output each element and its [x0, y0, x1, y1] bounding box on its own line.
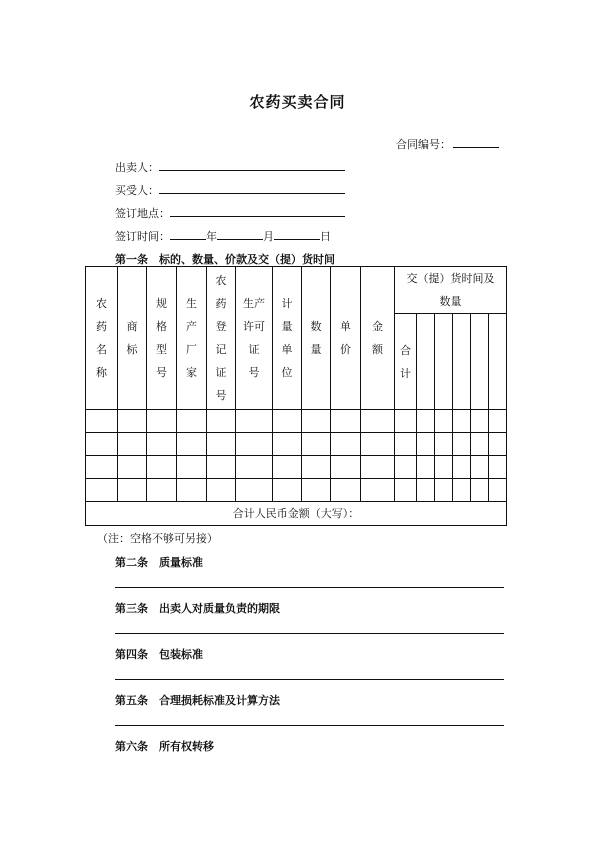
- table-cell[interactable]: [118, 456, 147, 479]
- header-quantity: 数 量: [302, 267, 331, 410]
- contract-number: [396, 136, 499, 152]
- table-row: [86, 479, 507, 502]
- table-cell[interactable]: [207, 479, 236, 502]
- header-unit-price: 单 价: [331, 267, 361, 410]
- table-cell[interactable]: [147, 479, 177, 502]
- table-cell[interactable]: [331, 456, 361, 479]
- year-label: 年: [206, 230, 217, 243]
- table-cell[interactable]: [453, 410, 471, 433]
- table-cell[interactable]: [361, 479, 395, 502]
- table-cell[interactable]: [236, 479, 273, 502]
- header-amount: 金 额: [361, 267, 395, 410]
- place-field: [115, 205, 345, 221]
- year-blank[interactable]: [170, 228, 206, 240]
- table-row: [86, 456, 507, 479]
- header-manufacturer: 生 产 厂 家: [177, 267, 207, 410]
- table-cell[interactable]: [471, 433, 489, 456]
- place-label: 签订地点：: [115, 207, 170, 220]
- contract-number-label: 合同编号：: [396, 138, 451, 151]
- buyer-blank[interactable]: [159, 182, 345, 194]
- table-cell[interactable]: [417, 433, 435, 456]
- table-cell[interactable]: [489, 456, 507, 479]
- table-cell[interactable]: [207, 433, 236, 456]
- table-cell[interactable]: [331, 433, 361, 456]
- date-label: 签订时间：: [115, 230, 170, 243]
- article-4-heading: 第四条 包装标准: [115, 648, 203, 661]
- table-cell[interactable]: [471, 456, 489, 479]
- article-3-heading: 第三条 出卖人对质量负责的期限: [115, 602, 280, 615]
- table-cell[interactable]: [207, 456, 236, 479]
- header-delivery-cell: [453, 314, 471, 410]
- table-cell[interactable]: [86, 456, 118, 479]
- header-registration-no: 农 药 登 记 证 号: [207, 267, 236, 410]
- table-cell[interactable]: [435, 456, 453, 479]
- table-row: [86, 410, 507, 433]
- table-cell[interactable]: [417, 479, 435, 502]
- month-blank[interactable]: [217, 228, 263, 240]
- table-cell[interactable]: [453, 479, 471, 502]
- article-3-blank-line[interactable]: [115, 633, 504, 634]
- table-cell[interactable]: [302, 479, 331, 502]
- article-2-blank-line[interactable]: [115, 587, 504, 588]
- table-cell[interactable]: [489, 433, 507, 456]
- total-amount-row[interactable]: 合计人民币金额（大写）：: [86, 502, 507, 526]
- article-5-heading: 第五条 合理损耗标准及计算方法: [115, 694, 280, 707]
- table-cell[interactable]: [331, 410, 361, 433]
- table-row: [86, 433, 507, 456]
- table-cell[interactable]: [395, 433, 417, 456]
- article-1-heading: 第一条 标的、数量、价款及交（提）货时间: [115, 253, 335, 266]
- table-cell[interactable]: [118, 410, 147, 433]
- header-unit: 计 量 单 位: [273, 267, 302, 410]
- table-cell[interactable]: [273, 479, 302, 502]
- table-cell[interactable]: [417, 456, 435, 479]
- table-cell[interactable]: [86, 433, 118, 456]
- table-cell[interactable]: [435, 433, 453, 456]
- contract-number-blank[interactable]: [453, 137, 499, 148]
- header-license-no: 生产 许可 证 号: [236, 267, 273, 410]
- header-delivery-cell: [489, 314, 507, 410]
- month-label: 月: [263, 230, 274, 243]
- table-cell[interactable]: [86, 410, 118, 433]
- header-pesticide-name: 农 药 名 称: [86, 267, 118, 410]
- header-delivery-time: 交（提）货时间及 数量: [395, 267, 507, 314]
- table-cell[interactable]: [86, 479, 118, 502]
- table-cell[interactable]: [177, 433, 207, 456]
- date-field: [115, 228, 331, 244]
- table-cell[interactable]: [361, 410, 395, 433]
- header-spec: 规 格 型 号: [147, 267, 177, 410]
- table-cell[interactable]: [471, 410, 489, 433]
- table-cell[interactable]: [236, 410, 273, 433]
- header-subtotal: 合 计: [395, 314, 417, 410]
- table-cell[interactable]: [273, 456, 302, 479]
- table-cell[interactable]: [302, 433, 331, 456]
- header-brand: 商 标: [118, 267, 147, 410]
- table-cell[interactable]: [435, 479, 453, 502]
- table-cell[interactable]: [177, 479, 207, 502]
- table-cell[interactable]: [147, 433, 177, 456]
- table-cell[interactable]: [118, 433, 147, 456]
- page-title: 农药买卖合同: [249, 93, 346, 111]
- article-4-blank-line[interactable]: [115, 679, 504, 680]
- table-cell[interactable]: [302, 410, 331, 433]
- table-cell[interactable]: [471, 479, 489, 502]
- article-5-blank-line[interactable]: [115, 725, 504, 726]
- table-cell[interactable]: [361, 456, 395, 479]
- table-cell[interactable]: [453, 433, 471, 456]
- table-cell[interactable]: [118, 479, 147, 502]
- table-cell[interactable]: [435, 410, 453, 433]
- day-blank[interactable]: [274, 228, 320, 240]
- table-cell[interactable]: [236, 433, 273, 456]
- header-delivery-cell: [471, 314, 489, 410]
- table-cell[interactable]: [177, 456, 207, 479]
- table-cell[interactable]: [395, 456, 417, 479]
- goods-table: [85, 266, 507, 526]
- table-cell[interactable]: [236, 456, 273, 479]
- table-cell[interactable]: [273, 410, 302, 433]
- seller-blank[interactable]: [159, 159, 345, 171]
- seller-label: 出卖人：: [115, 161, 159, 174]
- table-cell[interactable]: [147, 410, 177, 433]
- article-2-heading: 第二条 质量标准: [115, 556, 203, 569]
- table-cell[interactable]: [489, 479, 507, 502]
- table-cell[interactable]: [417, 410, 435, 433]
- place-blank[interactable]: [170, 205, 345, 217]
- table-cell[interactable]: [147, 456, 177, 479]
- table-cell[interactable]: [361, 433, 395, 456]
- table-cell[interactable]: [453, 456, 471, 479]
- table-cell[interactable]: [331, 479, 361, 502]
- seller-field: [115, 159, 345, 175]
- buyer-field: [115, 182, 345, 198]
- table-note: （注：空格不够可另接）: [97, 532, 218, 545]
- header-delivery-cell: [435, 314, 453, 410]
- table-cell[interactable]: [302, 456, 331, 479]
- header-delivery-cell: [417, 314, 435, 410]
- buyer-label: 买受人：: [115, 184, 159, 197]
- day-label: 日: [320, 230, 331, 243]
- article-6-heading: 第六条 所有权转移: [115, 740, 214, 753]
- table-cell[interactable]: [273, 433, 302, 456]
- table-cell[interactable]: [207, 410, 236, 433]
- table-cell[interactable]: [177, 410, 207, 433]
- table-cell[interactable]: [489, 410, 507, 433]
- table-cell[interactable]: [395, 410, 417, 433]
- table-cell[interactable]: [395, 479, 417, 502]
